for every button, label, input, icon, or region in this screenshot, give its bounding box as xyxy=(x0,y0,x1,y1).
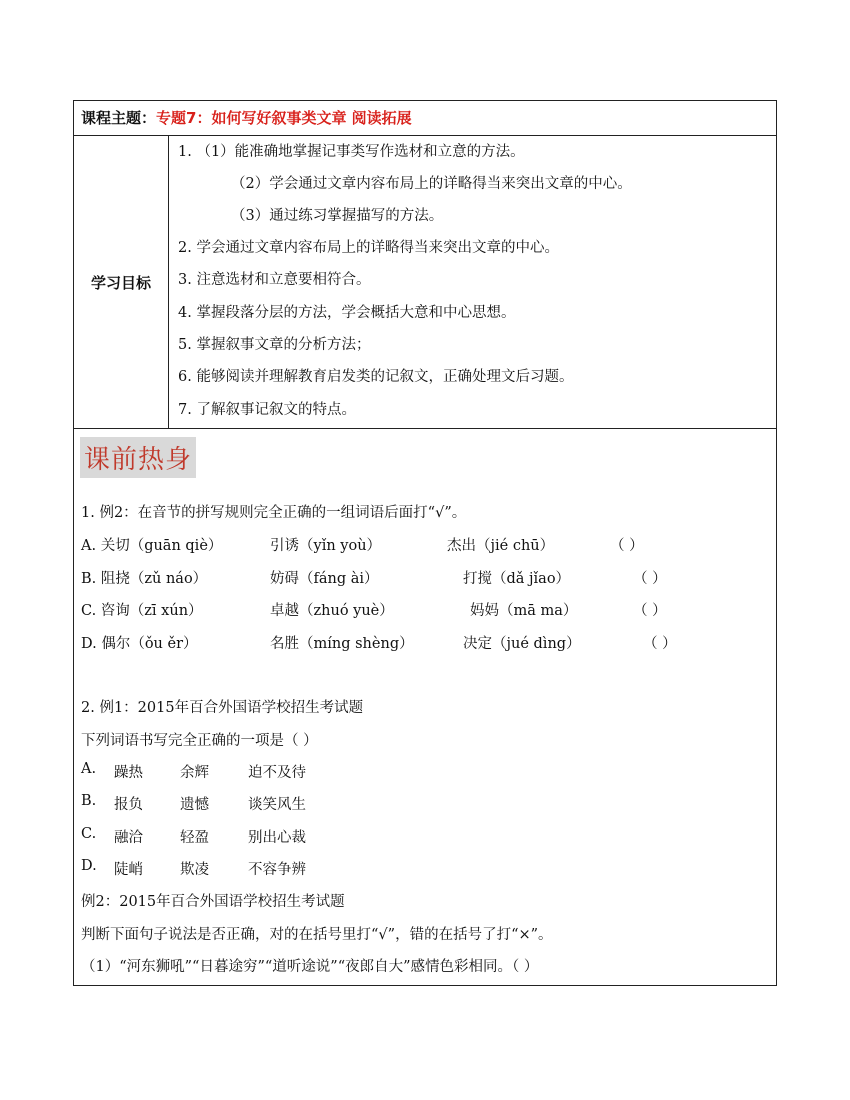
q1-option-d-word2: 名胜（míng shèng） xyxy=(270,636,414,652)
q1-option-b-word1: B. 阻挠（zǔ náo） xyxy=(81,571,208,587)
q1-option-a-answer-blank[interactable]: （ ） xyxy=(610,538,644,554)
q1-option-c-word1: C. 咨询（zī xún） xyxy=(81,603,203,619)
section-title-warmup: 课前热身 xyxy=(80,437,196,478)
goal-item: 4. 掌握段落分层的方法，学会概括大意和中心思想。 xyxy=(178,305,516,321)
q3-title: 例2：2015年百合外国语学校招生考试题 xyxy=(81,894,345,910)
goal-item: 7. 了解叙事记叙文的特点。 xyxy=(178,402,356,418)
q2-option-d-word2: 欺凌 xyxy=(180,862,209,878)
q2-option-b-word3: 谈笑风生 xyxy=(248,797,306,813)
q2-option-b-word2: 遗憾 xyxy=(180,797,209,813)
goal-item: 1. （1）能准确地掌握记事类写作选材和立意的方法。 xyxy=(178,144,525,160)
course-topic-title: 专题7：如何写好叙事类文章 阅读拓展 xyxy=(156,109,412,127)
q1-stem: 1. 例2：在音节的拼写规则完全正确的一组词语后面打“√”。 xyxy=(81,505,467,521)
q2-option-c-word3: 别出心裁 xyxy=(248,830,306,846)
lesson-table xyxy=(73,100,777,986)
q2-option-c-word2: 轻盈 xyxy=(180,830,209,846)
q2-option-a-word1: 躁热 xyxy=(114,765,143,781)
goal-item: 6. 能够阅读并理解教育启发类的记叙文，正确处理文后习题。 xyxy=(178,369,574,385)
q2-option-a-word2: 余辉 xyxy=(180,765,209,781)
q1-option-d-word3: 决定（jué dìng） xyxy=(463,636,581,652)
q2-option-letter: B. xyxy=(81,793,97,809)
course-topic-label: 课程主题： xyxy=(81,109,157,127)
goal-item: 5. 掌握叙事文章的分析方法； xyxy=(178,337,371,353)
q2-option-d-word3: 不容争辨 xyxy=(248,862,306,878)
q3-stem: 判断下面句子说法是否正确，对的在括号里打“√”，错的在括号了打“×”。 xyxy=(81,927,553,943)
q1-option-a-word2: 引诱（yǐn yoù） xyxy=(270,538,382,554)
q1-option-c-answer-blank[interactable]: （ ） xyxy=(633,603,667,619)
goal-item: （2）学会通过文章内容布局上的详略得当来突出文章的中心。 xyxy=(231,176,632,192)
q2-option-letter: D. xyxy=(81,858,97,874)
q1-option-c-word2: 卓越（zhuó yuè） xyxy=(270,603,394,619)
q2-option-letter: A. xyxy=(81,761,97,777)
q1-option-c-word3: 妈妈（mā ma） xyxy=(470,603,578,619)
q3-item-1: （1）“河东狮吼”“日暮途穷”“道听途说”“夜郎自大”感情色彩相同。（ ） xyxy=(81,959,539,975)
q2-option-letter: C. xyxy=(81,826,97,842)
q1-option-b-word3: 打搅（dǎ jǐao） xyxy=(463,571,571,587)
q1-option-d-word1: D. 偶尔（ǒu ěr） xyxy=(81,636,198,652)
q1-option-b-answer-blank[interactable]: （ ） xyxy=(633,571,667,587)
learning-goals-label: 学习目标 xyxy=(74,136,169,428)
q1-option-b-word2: 妨碍（fáng ài） xyxy=(270,571,379,587)
q2-option-d-word1: 陡峭 xyxy=(114,862,143,878)
q2-option-c-word1: 融洽 xyxy=(114,830,143,846)
goal-item: 3. 注意选材和立意要相符合。 xyxy=(178,272,371,288)
q1-option-d-answer-blank[interactable]: （ ） xyxy=(643,636,677,652)
learning-goals-list xyxy=(169,136,776,428)
q2-option-a-word3: 迫不及待 xyxy=(248,765,306,781)
goal-item: （3）通过练习掌握描写的方法。 xyxy=(231,208,444,224)
q2-stem: 下列词语书写完全正确的一项是（ ） xyxy=(81,733,318,749)
learning-goals-row xyxy=(74,136,776,429)
q2-title: 2. 例1：2015年百合外国语学校招生考试题 xyxy=(81,700,364,716)
q1-option-a-word1: A. 关切（guān qiè） xyxy=(81,538,223,554)
q2-option-b-word1: 报负 xyxy=(114,797,143,813)
goal-item: 2. 学会通过文章内容布局上的详略得当来突出文章的中心。 xyxy=(178,240,559,256)
course-topic-row xyxy=(74,101,776,136)
q1-option-a-word3: 杰出（jié chū） xyxy=(447,538,555,554)
